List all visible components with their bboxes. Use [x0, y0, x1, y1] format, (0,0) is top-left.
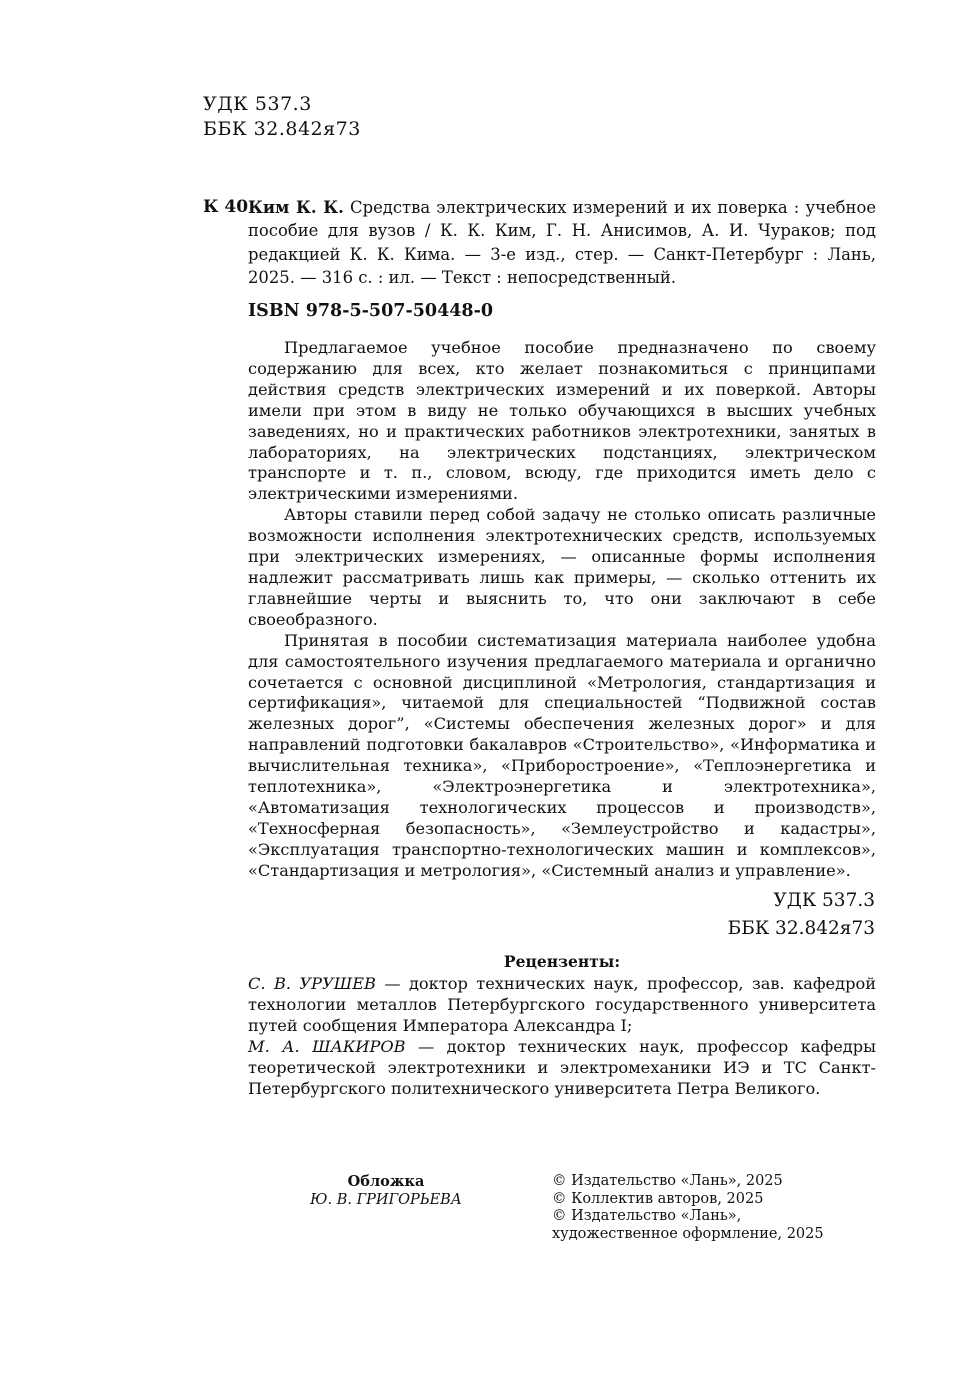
reviewers-heading: Рецензенты:: [503, 952, 621, 971]
copyright-line: © Коллектив авторов, 2025: [552, 1190, 764, 1207]
bibliographic-description: Средства электрических измерений и их поверка : учебное пособие для вузов / К. К. Ким, Г. Н. Анисимов, А. И. Чураков; под редакцией К. К. Кима. — 3-е изд., стер. — Санкт-Петербург : Лань, 2025. — 316 с. : ил. — Текст : непосредственный.: [248, 198, 877, 288]
reviewer-description: — доктор технических наук, профессор, зав. кафедрой технологии металлов Петербургского государственного университета путей сообщения Императора Александра I;: [248, 974, 876, 1035]
classification-codes-bottom: [728, 887, 875, 943]
reviewer-description: — доктор технических наук, профессор кафедры теоретической электротехники и электромеханики ИЭ и ТС Санкт-Петербургского политехнического университета Петра Великого.: [248, 1037, 876, 1098]
cover-label: Обложка: [347, 1173, 425, 1190]
annotation-paragraph: Авторы ставили перед собой задачу не столько описать различные возможности исполнения электротехнических средств, используемых при электрических измерениях, — описанные формы исполнения надлежит рассматривать лишь как примеры, — сколько оттенить их главнейшие черты и выяснить то, что они заключают в себе своеобразного.: [248, 505, 876, 629]
bbk-code: ББК 32.842я73: [727, 918, 875, 939]
copyright-line: © Издательство «Лань», 2025: [552, 1173, 783, 1189]
cover-credit: [283, 1173, 489, 1209]
reviewer-name: С. В. УРУШЕВ: [248, 974, 376, 993]
author-mark: К 40: [203, 197, 249, 217]
copyright-line: художественное оформление, 2025: [552, 1225, 824, 1242]
annotation-paragraph: Предлагаемое учебное пособие предназначено по своему содержанию для всех, кто желает познакомиться с принципами действия средств электрических измерений и их поверкой. Авторы имели при этом в виду не только обучающихся в высших учебных заведениях, но и практических работников электротехники, занятых в лабораториях, на электрических подстанциях, электрическом транспорте и т. п., словом, всюду, где приходится иметь дело с электрическими измерениями.: [248, 338, 876, 504]
reviewers-section: [248, 951, 876, 1099]
udk-code: УДК 537.3: [203, 93, 312, 115]
isbn: ISBN 978-5-507-50448-0: [248, 301, 494, 321]
classification-codes-top: [203, 92, 361, 142]
reviewer-entry: [248, 1036, 876, 1099]
reviewer-entry: [248, 973, 876, 1036]
annotation: [248, 338, 876, 882]
reviewer-name: М. А. ШАКИРОВ: [248, 1037, 406, 1056]
copyright-line: © Издательство «Лань»,: [552, 1208, 742, 1224]
copyright-block: [552, 1173, 824, 1243]
bibliographic-author: Ким К. К.: [248, 198, 344, 217]
cover-designer-name: Ю. В. ГРИГОРЬЕВА: [310, 1192, 462, 1208]
annotation-paragraph: Принятая в пособии систематизация материала наиболее удобна для самостоятельного изучения предлагаемого материала и органично сочетается с основной дисциплиной «Метрология, стандартизация и сертификация», читаемой для специальностей “Подвижной состав железных дорог”, «Системы обеспечения железных дорог» и для направлений подготовки бакалавров «Строительство», «Информатика и вычислительная техника», «Приборостроение», «Теплоэнергетика и теплотехника», «Электроэнергетика и электротехника», «Автоматизация технологических процессов и производств», «Техносферная безопасность», «Землеустройство и кадастры», «Эксплуатация транспортно-технологических машин и комплексов», «Стандартизация и метрология», «Системный анализ и управление».: [248, 630, 876, 880]
udk-code: УДК 537.3: [773, 890, 875, 911]
bbk-code: ББК 32.842я73: [203, 118, 361, 140]
bibliographic-record: [248, 196, 876, 290]
